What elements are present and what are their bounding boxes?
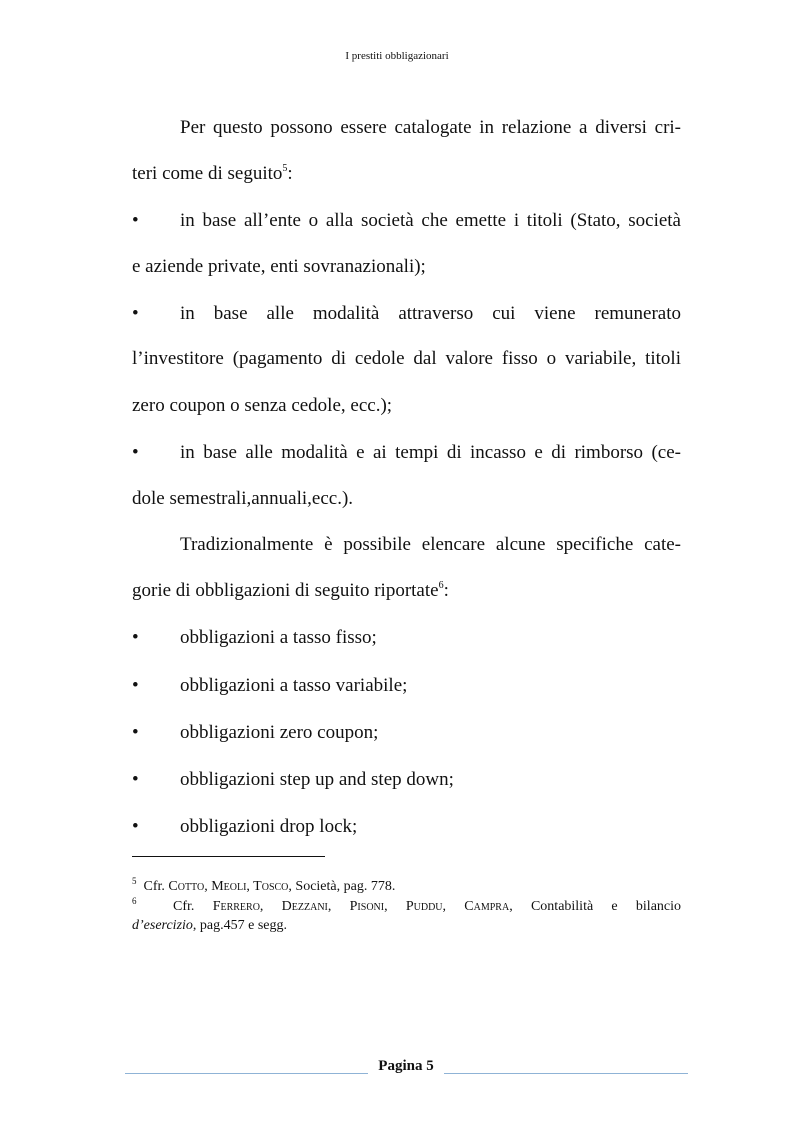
list2-item2: obbligazioni a tasso variabile; bbox=[180, 675, 408, 696]
footnote-5-prefix: Cfr. bbox=[143, 879, 169, 894]
list1-item2-line1: in base alle modalità attraverso cui viene remunerato bbox=[180, 303, 681, 324]
footnote-ref-5[interactable]: 5 bbox=[282, 163, 288, 174]
para1-line1: Per questo possono essere catalogate in relazione a diversi cri- bbox=[180, 117, 681, 138]
list1-item1-line2: e aziende private, enti sovranazionali); bbox=[132, 256, 426, 277]
list2-item5: obbligazioni drop lock; bbox=[180, 816, 358, 837]
list2-item4: obbligazioni step up and step down; bbox=[180, 769, 454, 790]
running-header: I prestiti obbligazionari bbox=[345, 50, 449, 62]
list1-item2-line3: zero coupon o senza cedole, ecc.); bbox=[132, 395, 393, 416]
bullet-icon: • bbox=[132, 210, 139, 231]
bullet-icon: • bbox=[132, 442, 139, 463]
para2-line2 bbox=[132, 579, 681, 603]
page-number: Pagina 5 bbox=[378, 1058, 434, 1074]
footnote-6-rest: , pag.457 e segg. bbox=[192, 918, 288, 933]
list2-item1: obbligazioni a tasso fisso; bbox=[180, 627, 377, 648]
footnote-6-line2 bbox=[132, 917, 681, 935]
bullet-icon: • bbox=[132, 769, 139, 790]
footnote-5-authors: Cotto, Meoli, Tosco bbox=[168, 879, 289, 894]
list2-item3: obbligazioni zero coupon; bbox=[180, 722, 379, 743]
list1-item3-line1: in base alle modalità e ai tempi di incasso e di rimborso (ce- bbox=[180, 442, 681, 463]
footnote-ref-6[interactable]: 6 bbox=[438, 580, 444, 591]
footer-rule-right bbox=[444, 1073, 688, 1074]
footnote-separator bbox=[132, 856, 325, 857]
footnote-6-number: 6 bbox=[132, 896, 137, 906]
bullet-icon: • bbox=[132, 816, 139, 837]
footnote-6-title-italic: d’esercizio bbox=[132, 918, 193, 933]
para2-line2-tail: : bbox=[443, 580, 449, 601]
bullet-icon: • bbox=[132, 303, 139, 324]
footnote-5-rest: , Società, pag. 778. bbox=[288, 879, 396, 894]
para1-line2-text: teri come di seguito bbox=[132, 163, 283, 184]
list1-item3-line2: dole semestrali,annuali,ecc.). bbox=[132, 488, 354, 509]
bullet-icon: • bbox=[132, 722, 139, 743]
footnote-6-authors: Ferrero, Dezzani, Pisoni, Puddu, Campra bbox=[212, 899, 510, 914]
para2-line1: Tradizionalmente è possibile elencare alcune specifiche cate- bbox=[180, 534, 681, 555]
para1-line2-tail: : bbox=[287, 163, 293, 184]
list1-item1-line1: in base all’ente o alla società che emette i titoli (Stato, società bbox=[180, 210, 681, 231]
footnote-6-line1 bbox=[132, 898, 681, 916]
footnote-5-number: 5 bbox=[132, 876, 137, 886]
bullet-icon: • bbox=[132, 675, 139, 696]
bullet-icon: • bbox=[132, 627, 139, 648]
list1-item2-line2: l’investitore (pagamento di cedole dal valore fisso o variabile, titoli bbox=[132, 348, 681, 369]
footnote-5 bbox=[132, 878, 681, 896]
para2-line2-text: gorie di obbligazioni di seguito riportate bbox=[132, 580, 439, 601]
footer-rule-left bbox=[125, 1073, 368, 1074]
para1-line2 bbox=[132, 162, 681, 186]
footnote-6-title: , Contabilità e bilancio bbox=[509, 899, 682, 914]
footnote-6-prefix: Cfr. bbox=[173, 899, 213, 914]
